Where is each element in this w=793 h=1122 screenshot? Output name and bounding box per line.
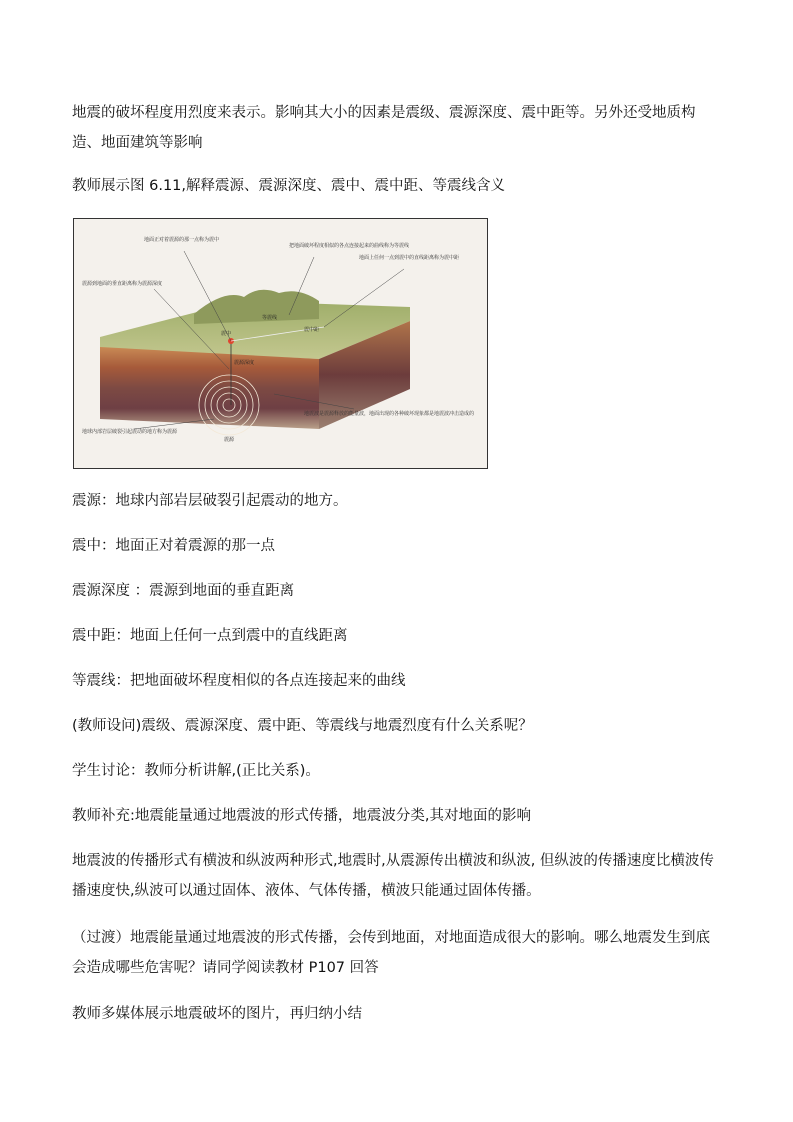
front-rock-layers bbox=[100, 347, 319, 429]
paragraph-teacher-show-figure: 教师展示图 6.11,解释震源、震源深度、震中、震中距、等震线含义 bbox=[72, 178, 506, 194]
label-isoseismal: 等震线 bbox=[262, 315, 278, 321]
paragraph-student-discussion: 学生讨论：教师分析讲解,(正比关系)。 bbox=[72, 763, 320, 779]
paragraph-isoseismal-def: 等震线：把地面破坏程度相似的各点连接起来的曲线 bbox=[72, 673, 406, 689]
annotation-isoseismal: 把地面破坏程度相似的各点连接起来的曲线称为等震线 bbox=[289, 243, 410, 249]
annotation-seismic-wave: 地震波是震源释放的能量波，地面出现的各种破坏现象都是地震波冲击造成的 bbox=[304, 411, 475, 417]
label-epicentral-distance: 震中距 bbox=[304, 327, 320, 333]
paragraph-seismic-waves: 地震波的传播形式有横波和纵波两种形式,地震时,从震源传出横波和纵波, 但纵波的传播速度比横波传播速度快,纵波可以通过固体、液体、气体传播，横波只能通过固体传播。 bbox=[72, 853, 714, 899]
paragraph-epicenter-def: 震中：地面正对着震源的那一点 bbox=[72, 538, 275, 554]
paragraph-epicentral-distance-def: 震中距：地面上任何一点到震中的直线距离 bbox=[72, 628, 348, 644]
label-focus: 震源 bbox=[224, 437, 235, 443]
label-epicenter: 震中 bbox=[221, 331, 232, 337]
paragraph-focus-def: 震源：地球内部岩层破裂引起震动的地方。 bbox=[72, 493, 348, 509]
paragraph-transition: （过渡）地震能量通过地震波的形式传播，会传到地面，对地面造成很大的影响。哪么地震发生到底会造成哪些危害呢？请同学阅读教材 P107 回答 bbox=[72, 930, 710, 976]
label-focal-depth: 震源深度 bbox=[234, 360, 255, 366]
annotation-epicenter: 地面正对着震源的那一点称为震中 bbox=[144, 237, 220, 243]
paragraph-intensity: 地震的破坏程度用烈度来表示。影响其大小的因素是震级、震源深度、震中距等。另外还受地质构造、地面建筑等影响 bbox=[72, 105, 696, 151]
paragraph-teacher-question: (教师设问)震级、震源深度、震中距、等震线与地震烈度有什么关系呢？ bbox=[72, 718, 533, 734]
annotation-epicentral-distance: 地面上任何一点到震中的直线距离称为震中距 bbox=[359, 255, 460, 261]
annotation-focal-depth: 震源到地面的垂直距离称为震源深度 bbox=[82, 281, 163, 287]
earthquake-diagram bbox=[73, 218, 488, 469]
paragraph-focal-depth-def: 震源深度 ：震源到地面的垂直距离 bbox=[72, 583, 295, 599]
paragraph-teacher-supplement: 教师补充:地震能量通过地震波的形式传播，地震波分类,其对地面的影响 bbox=[72, 808, 531, 824]
paragraph-multimedia-summary: 教师多媒体展示地震破坏的图片，再归纳小结 bbox=[72, 1006, 362, 1022]
annotation-focus: 地球内部岩层破裂引起震动的地方称为震源 bbox=[82, 429, 178, 435]
